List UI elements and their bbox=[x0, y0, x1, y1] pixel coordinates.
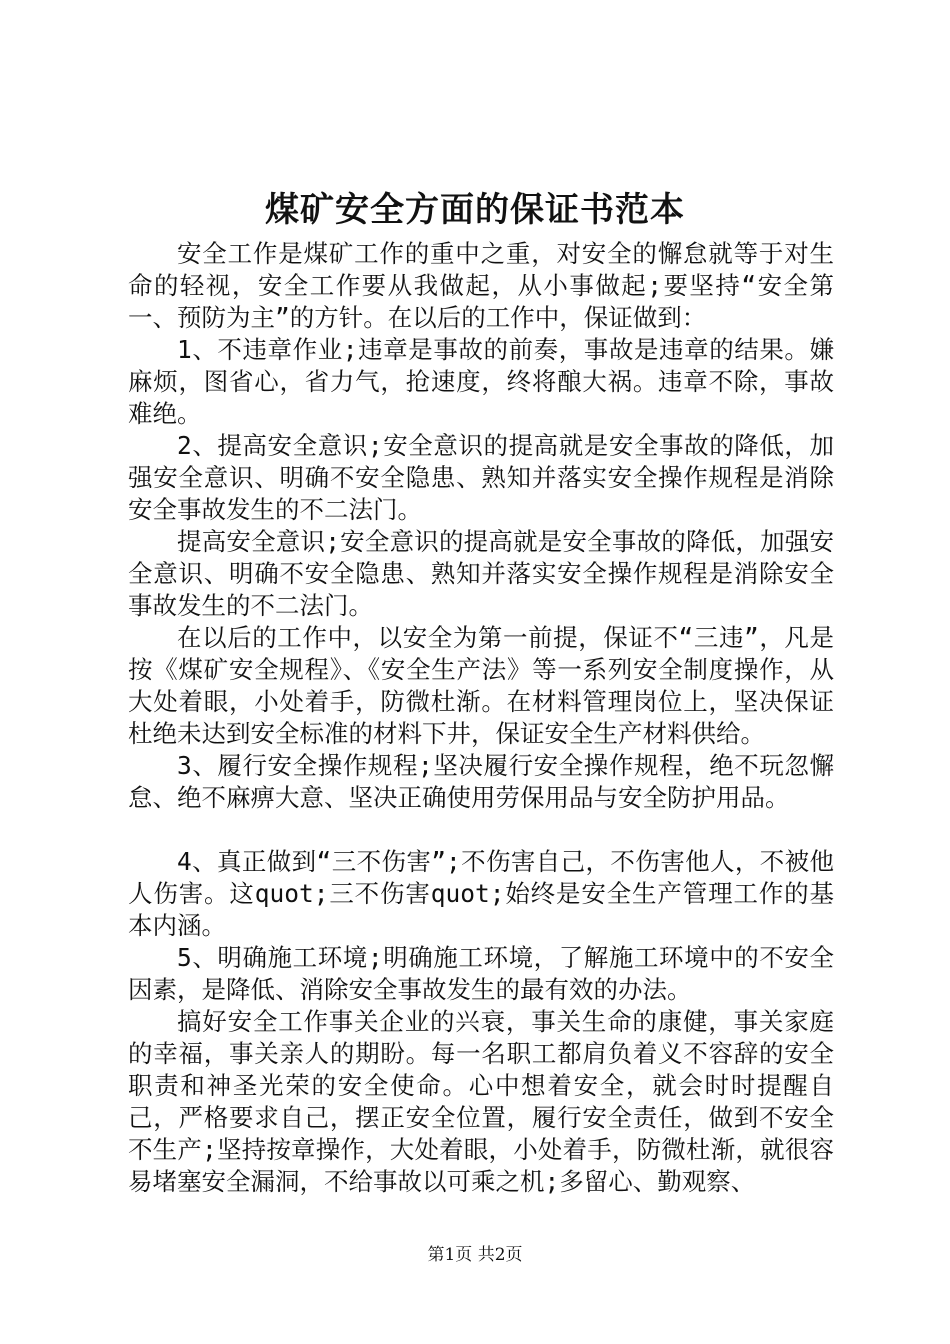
blank-line bbox=[128, 814, 834, 846]
paragraph-intro: 安全工作是煤矿工作的重中之重，对安全的懈怠就等于对生命的轻视，安全工作要从我做起，从小事做起;要坚持“安全第一、预防为主”的方针。在以后的工作中，保证做到： bbox=[128, 239, 834, 332]
document-body bbox=[128, 238, 834, 1198]
paragraph-item-5: 5、明确施工环境;明确施工环境，了解施工环境中的不安全因素，是降低、消除安全事故发生的最有效的办法。 bbox=[128, 943, 834, 1004]
paragraph-conclusion: 搞好安全工作事关企业的兴衰，事关生命的康健，事关家庭的幸福，事关亲人的期盼。每一名职工都肩负着义不容辞的安全职责和神圣光荣的安全使命。心中想着安全，就会时时提醒自己，严格要求自己，摆正安全位置，履行安全责任，做到不安全不生产;坚持按章操作，大处着眼，小处着手，防微杜渐，就很容易堵塞安全漏洞，不给事故以可乘之机;多留心、勤观察、 bbox=[128, 1007, 834, 1196]
paragraph-safety-awareness: 提高安全意识;安全意识的提高就是安全事故的降低，加强安全意识、明确不安全隐患、熟知并落实安全操作规程是消除安全事故发生的不二法门。 bbox=[128, 527, 834, 620]
page-number-footer: 第1页 共2页 bbox=[427, 1245, 523, 1265]
paragraph-item-4: 4、真正做到“三不伤害”;不伤害自己，不伤害他人，不被他人伤害。这quot;三不伤害quot;始终是安全生产管理工作的基本内涵。 bbox=[128, 847, 834, 940]
paragraph-item-3: 3、履行安全操作规程;坚决履行安全操作规程，绝不玩忽懈怠、绝不麻痹大意、坚决正确使用劳保用品与安全防护用品。 bbox=[128, 751, 834, 812]
paragraph-item-2: 2、提高安全意识;安全意识的提高就是安全事故的降低，加强安全意识、明确不安全隐患、熟知并落实安全操作规程是消除安全事故发生的不二法门。 bbox=[128, 431, 834, 524]
paragraph-item-1: 1、不违章作业;违章是事故的前奏，事故是违章的结果。嫌麻烦，图省心，省力气，抢速度，终将酿大祸。违章不除，事故难绝。 bbox=[128, 335, 834, 428]
paragraph-future-work: 在以后的工作中，以安全为第一前提，保证不“三违”，凡是按《煤矿安全规程》、《安全生产法》等一系列安全制度操作，从大处着眼，小处着手，防微杜渐。在材料管理岗位上，坚决保证杜绝未达到安全标准的材料下井，保证安全生产材料供给。 bbox=[128, 623, 834, 748]
document-title: 煤矿安全方面的保证书范本 bbox=[265, 190, 685, 230]
